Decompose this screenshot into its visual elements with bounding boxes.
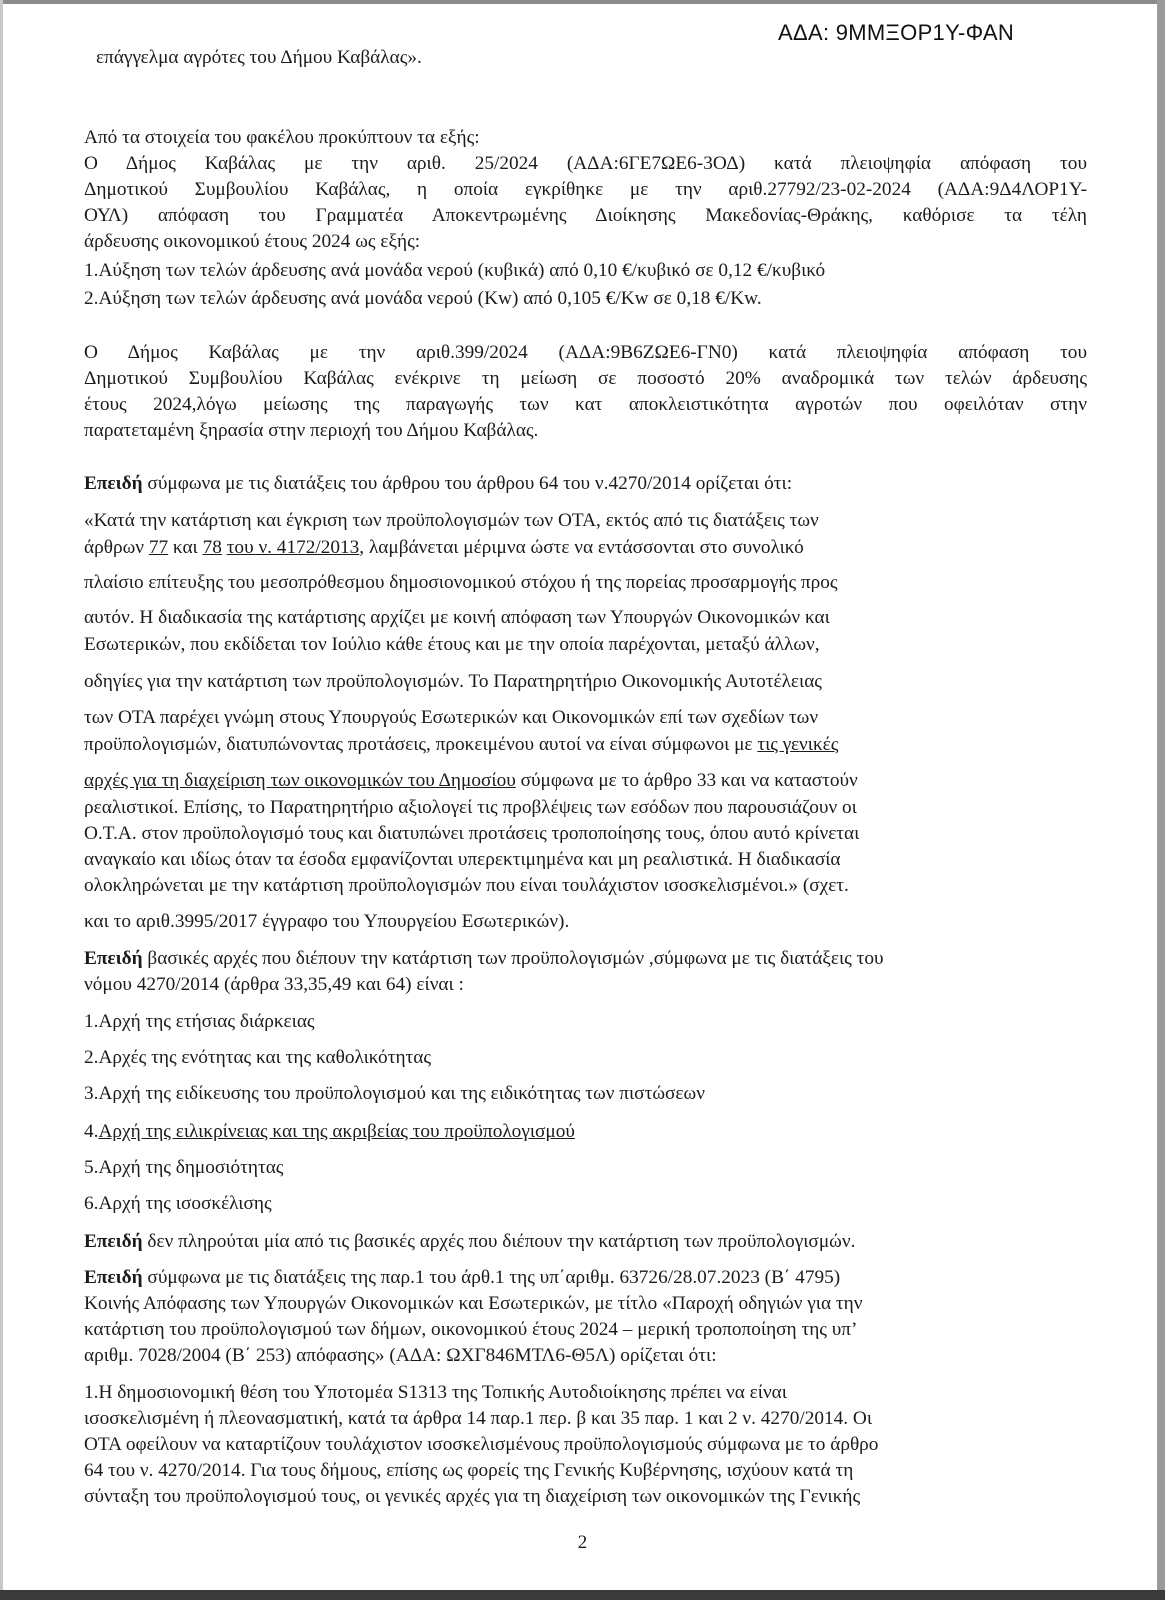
text-span: σύμφωνα με το άρθρο 33 και να καταστούν [515,770,858,791]
text-line [84,1229,1087,1255]
text-line [84,535,1087,561]
text-line: Από τα στοιχεία του φακέλου προκύπτουν τα εξής: [84,127,480,148]
text-span: σύμφωνα με τις διατάξεις της παρ.1 του άρθ.1 της υπ΄αριθμ. 63726/28.07.2023 (Β΄ 4795) [142,1267,841,1288]
text-line: σύνταξη του προϋπολογισμού τους, οι γενικές αρχές για τη διαχείριση των οικονομικών της Γενικής [84,1486,861,1507]
text-line: ισοσκελισμένη ή πλεονασματική, κατά τα άρθρα 14 παρ.1 περ. β και 35 παρ. 1 και 2 ν. 4270/2014. Οι [84,1408,873,1429]
text-line: Κοινής Απόφασης των Υπουργών Οικονομικών και Εσωτερικών, με τίτλο «Παροχή οδηγιών για την [84,1293,863,1314]
text-line: παρατεταμένη ξηρασία στην περιοχή του Δήμου Καβάλας. [84,420,539,441]
text-line [84,768,1087,794]
list-item: 2.Αρχές της ενότητας και της καθολικότητας [84,1047,432,1068]
underlined-principle: Αρχή της ειλικρίνειας και της ακριβείας του προϋπολογισμού [98,1121,575,1142]
text-line: νόμου 4270/2014 (άρθρα 33,35,49 και 64) είναι : [84,974,464,995]
text-line: έτους 2024,λόγω μείωσης της παραγωγής των κατ αποκλειστικότητα αγροτών που οφειλόταν στην [84,394,1087,415]
text-line: αυτόν. Η διαδικασία της κατάρτισης αρχίζει με κοινή απόφαση των Υπουργών Οικονομικών και [84,607,830,628]
link-general-principles[interactable]: τις γενικές [757,734,839,755]
text-line: 64 του ν. 4270/2014. Για τους δήμους, επίσης ως φορείς της Γενικής Κυβέρνησης, ισχύουν κατά τη [84,1460,854,1481]
text-line: 1.Η δημοσιονομική θέση του Υποτομέα S1313 της Τοπικής Αυτοδιοίκησης πρέπει να είναι [84,1382,787,1403]
ada-code: ΑΔΑ: 9ΜΜΞΟΡ1Υ-ΦΑΝ [778,20,1015,45]
text-line: κατάρτιση του προϋπολογισμού των δήμων, οικονομικού έτους 2024 – μερική τροποποίηση της υπ’ [84,1319,858,1340]
text-line: οδηγίες για την κατάρτιση των προϋπολογισμών. Το Παρατηρητήριο Οικονομικής Αυτοτέλειας [84,671,822,692]
text-line: Δημοτικού Συμβουλίου Καβάλας, η οποία εγκρίθηκε με την αριθ.27792/23-02-2024 (ΑΔΑ:9Δ4ΛΟΡ1Υ- [84,179,1087,200]
text-line: 1.Αύξηση των τελών άρδευσης ανά μονάδα νερού (κυβικά) από 0,10 €/κυβικό σε 0,12 €/κυβικό [84,260,826,281]
bold-keyword: Επειδή [84,948,143,969]
text-line: 2.Αύξηση των τελών άρδευσης ανά μονάδα νερού (Kw) από 0,105 €/Kw σε 0,18 €/Kw. [84,288,762,309]
list-item: 1.Αρχή της ετήσιας διάρκειας [84,1011,315,1032]
text-line: αριθμ. 7028/2004 (Β΄ 253) απόφασης» (ΑΔΑ: ΩΧΓ846ΜΤΛ6-Θ5Λ) ορίζεται ότι: [84,1345,717,1366]
text-span: δεν πληρούται μία από τις βασικές αρχές που διέπουν την κατάρτιση των προϋπολογισμών. [142,1231,856,1252]
text-span: σύμφωνα με τις διατάξεις του άρθρου του άρθρου 64 του ν.4270/2014 ορίζεται ότι: [142,473,793,494]
window-frame-left [0,0,3,1600]
link-article-77[interactable]: 77 [148,537,169,558]
text-line [84,732,1087,758]
text-line: αναγκαίο και ιδίως όταν τα έσοδα εμφανίζονται υπερεκτιμημένα και μη ρεαλιστικά. Η διαδικασία [84,849,841,870]
text-span: 4. [84,1121,99,1142]
text-line: Ο Δήμος Καβάλας με την αριθ. 25/2024 (ΑΔΑ:6ΓΕ7ΩΕ6-3ΟΔ) κατά πλειοψηφία απόφαση του [84,153,1087,174]
text-line: Ο.Τ.Α. στον προϋπολογισμό τους και διατυπώνει προτάσεις τροποποίησης τους, όπου αυτό κρίνεται [84,823,860,844]
text-line: ρεαλιστικοί. Επίσης, το Παρατηρητήριο αξιολογεί τις προβλέψεις των εσόδων που παρουσιάζουν οι [84,797,857,818]
text-line: επάγγελμα αγρότες του Δήμου Καβάλας». [96,47,422,68]
text-line [84,471,1087,497]
text-line [84,946,1087,972]
text-line: Δημοτικού Συμβουλίου Καβάλας ενέκρινε τη μείωση σε ποσοστό 20% αναδρομικά των τελών άρδευσης [84,368,1087,389]
text-line: Ο Δήμος Καβάλας με την αριθ.399/2024 (ΑΔΑ:9Β6ΖΩΕ6-ΓΝ0) κατά πλειοψηφία απόφαση του [84,342,1087,363]
text-line: ολοκληρώνεται με την κατάρτιση προϋπολογισμών που είναι τουλάχιστον ισοσκελισμένοι.» (σχετ. [84,875,849,896]
text-line [84,1265,1087,1291]
text-line: άρδευσης οικονομικού έτους 2024 ως εξής: [84,231,421,252]
window-frame-bottom [0,1590,1165,1600]
link-law-4172[interactable]: του ν. 4172/2013 [226,537,360,558]
text-span: βασικές αρχές που διέπουν την κατάρτιση των προϋπολογισμών ,σύμφωνα με τις διατάξεις του [142,948,884,969]
bold-keyword: Επειδή [84,1231,143,1252]
list-item [84,1119,1087,1145]
text-span: άρθρων [84,537,149,558]
text-span: προϋπολογισμών, διατυπώνοντας προτάσεις, προκειμένου αυτοί να είναι σύμφωνοι με [84,734,758,755]
bold-keyword: Επειδή [84,473,143,494]
page-number: 2 [577,1532,588,1553]
bold-keyword: Επειδή [84,1267,143,1288]
text-line: «Κατά την κατάρτιση και έγκριση των προϋπολογισμών των ΟΤΑ, εκτός από τις διατάξεις των [84,510,819,531]
text-span: , λαμβάνεται μέριμνα ώστε να εντάσσονται στο συνολικό [359,537,804,558]
link-general-principles-cont[interactable]: αρχές για τη διαχείριση των οικονομικών του Δημοσίου [84,770,516,791]
text-line: πλαίσιο επίτευξης του μεσοπρόθεσμου δημοσιονομικού στόχου ή της πορείας προσαρμογής προς [84,572,838,593]
list-item: 5.Αρχή της δημοσιότητας [84,1157,284,1178]
text-line: ΟΥΛ) απόφαση του Γραμματέα Αποκεντρωμένης Διοίκησης Μακεδονίας-Θράκης, καθόρισε τα τέλη [84,205,1087,226]
text-span: και [168,537,203,558]
window-frame-top [0,0,1165,4]
link-article-78[interactable]: 78 [202,537,222,558]
text-line: των ΟΤΑ παρέχει γνώμη στους Υπουργούς Εσωτερικών και Οικονομικών επί των σχεδίων των [84,707,819,728]
list-item: 6.Αρχή της ισοσκέλισης [84,1193,272,1214]
list-item: 3.Αρχή της ειδίκευσης του προϋπολογισμού και της ειδικότητας των πιστώσεων [84,1083,705,1104]
scrollbar-track[interactable] [1157,0,1165,1600]
text-line: Εσωτερικών, που εκδίδεται τον Ιούλιο κάθε έτους και με την οποία παρέχονται, μεταξύ άλλων, [84,634,820,655]
text-line: και το αριθ.3995/2017 έγγραφο του Υπουργείου Εσωτερικών). [84,911,570,932]
text-line: ΟΤΑ οφείλουν να καταρτίζουν τουλάχιστον ισοσκελισμένους προϋπολογισμούς σύμφωνα με το άρθρο [84,1434,879,1455]
